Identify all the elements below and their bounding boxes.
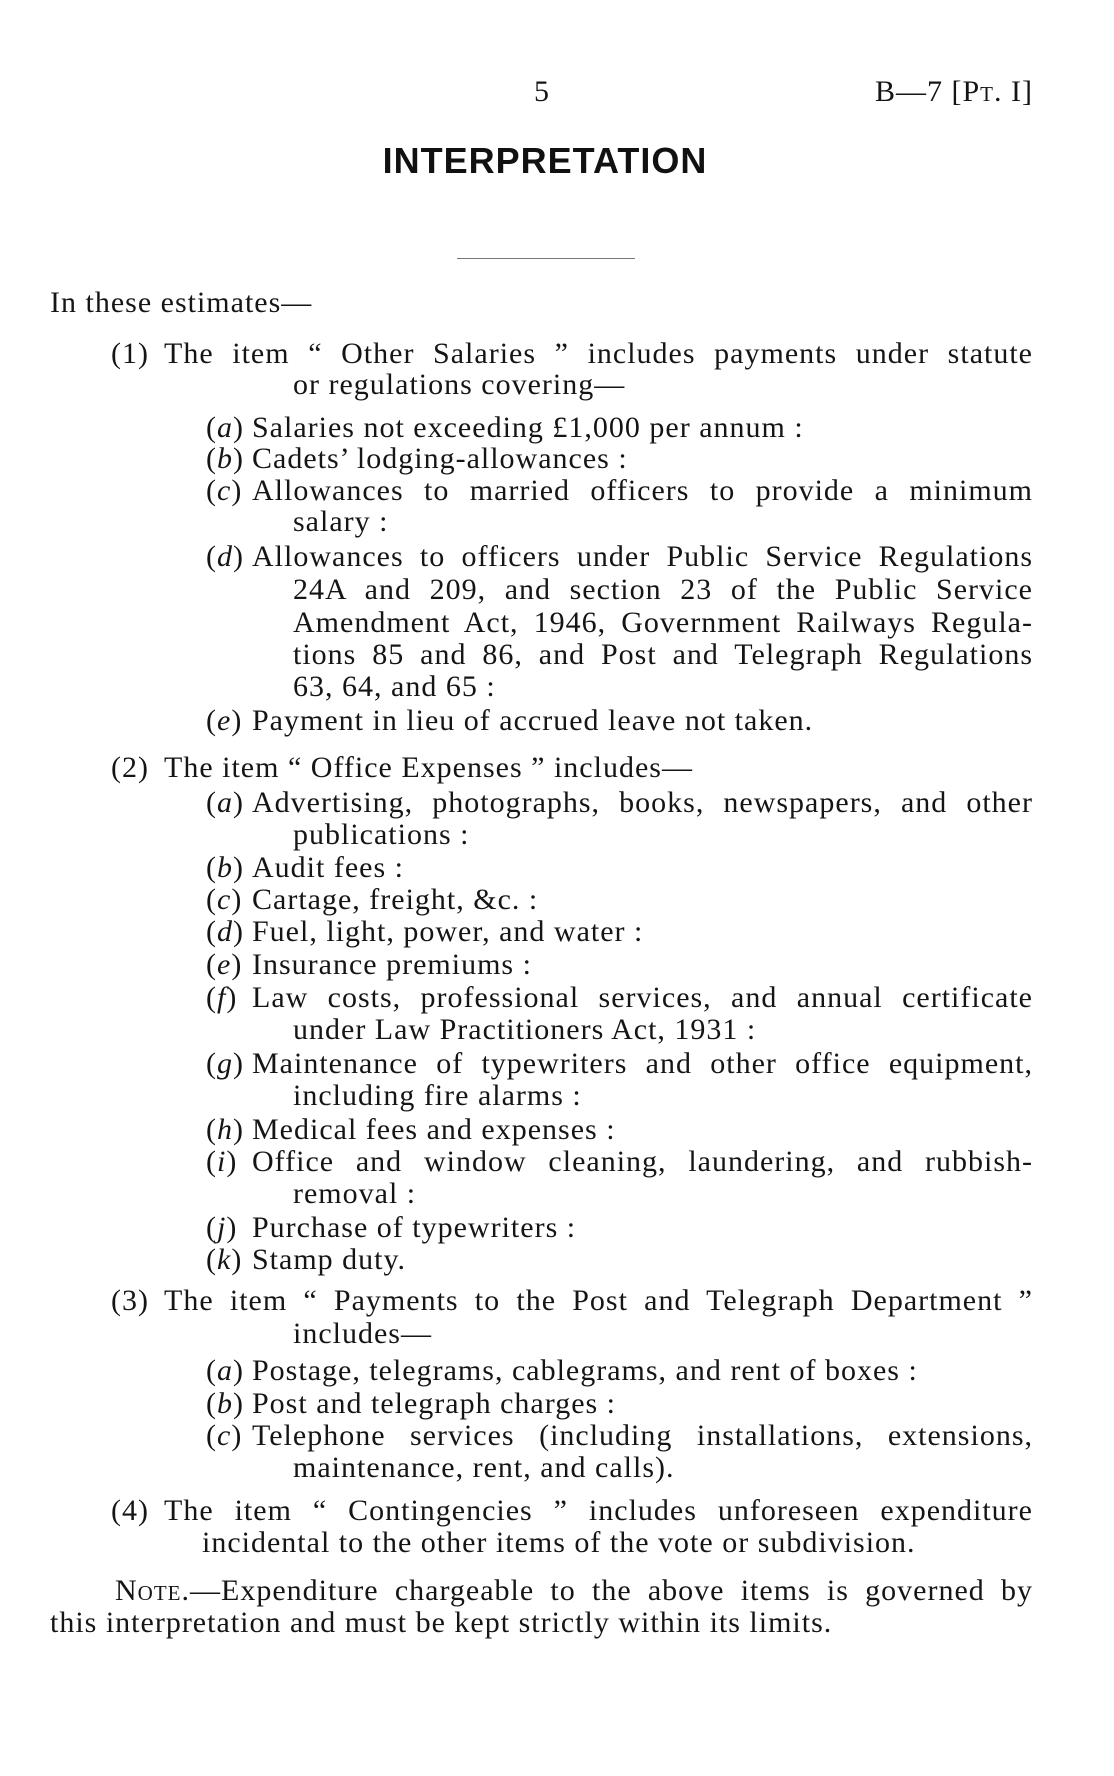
item-4-label: (4): [111, 1494, 149, 1527]
item-4-line: incidental to the other items of the vote or subdivision.: [202, 1526, 916, 1559]
item-2-label: (2): [111, 751, 149, 784]
item-3-label: (3): [111, 1284, 149, 1317]
subitem-1b-line: Cadets’ lodging-allowances :: [252, 442, 628, 475]
note-line: this interpretation and must be kept strictly within its limits.: [50, 1606, 833, 1639]
subitem-1a-label: (a): [206, 411, 244, 444]
subitem-1d-label: (d): [206, 540, 244, 573]
subitem-2h-line: Medical fees and expenses :: [252, 1113, 616, 1146]
subitem-3c-label: (c): [206, 1419, 243, 1452]
page-title: INTERPRETATION: [382, 140, 708, 181]
subitem-2c-label: (c): [206, 883, 243, 916]
subitem-1d-line: 24A and 209, and section 23 of the Public Service: [293, 573, 1033, 606]
item-2-line: The item “ Office Expenses ” includes—: [164, 751, 693, 784]
subitem-2e-label: (e): [206, 948, 243, 981]
subitem-3a-line: Postage, telegrams, cablegrams, and rent of boxes :: [252, 1354, 918, 1387]
subitem-2g-line: including fire alarms :: [293, 1079, 582, 1112]
item-3-line: The item “ Payments to the Post and Telegraph Department ”: [164, 1284, 1033, 1317]
document-reference: B—7 [Pt. I]: [875, 75, 1033, 108]
subitem-1a-line: Salaries not exceeding £1,000 per annum :: [252, 411, 804, 444]
subitem-1c-label: (c): [206, 474, 243, 507]
item-1-line: or regulations covering—: [293, 368, 626, 401]
subitem-1d-line: tions 85 and 86, and Post and Telegraph Regulations: [293, 638, 1033, 671]
note-text: —Expenditure chargeable to the above items is governed by: [190, 1574, 1033, 1607]
page-number: 5: [534, 75, 550, 108]
subitem-3c-line: Telephone services (including installations, extensions,: [252, 1419, 1033, 1452]
note-label: Note.: [115, 1574, 190, 1607]
item-4-line: The item “ Contingencies ” includes unforeseen expenditure: [164, 1494, 1033, 1527]
subitem-1c-line: Allowances to married officers to provide a minimum: [252, 474, 1033, 507]
subitem-2i-label: (i): [206, 1145, 238, 1178]
intro-text: In these estimates—: [50, 286, 313, 319]
subitem-1d-line: 63, 64, and 65 :: [293, 670, 496, 703]
title-divider: [457, 258, 635, 259]
subitem-2k-line: Stamp duty.: [252, 1243, 407, 1276]
subitem-2h-label: (h): [206, 1113, 244, 1146]
subitem-2g-label: (g): [206, 1047, 244, 1080]
subitem-2f-line: Law costs, professional services, and annual certificate: [252, 981, 1033, 1014]
subitem-2a-label: (a): [206, 786, 244, 819]
note-line: [115, 1574, 1033, 1608]
subitem-2f-line: under Law Practitioners Act, 1931 :: [293, 1013, 757, 1046]
subitem-2a-line: publications :: [293, 818, 470, 851]
item-1-label: (1): [111, 337, 149, 370]
subitem-2e-line: Insurance premiums :: [252, 948, 532, 981]
subitem-2g-line: Maintenance of typewriters and other office equipment,: [252, 1047, 1033, 1080]
subitem-3c-line: maintenance, rent, and calls).: [293, 1451, 675, 1484]
subitem-2j-label: (j): [206, 1211, 238, 1244]
subitem-3b-label: (b): [206, 1387, 244, 1420]
subitem-3a-label: (a): [206, 1354, 244, 1387]
item-3-line: includes—: [293, 1317, 432, 1350]
subitem-2d-label: (d): [206, 915, 244, 948]
subitem-1d-line: Allowances to officers under Public Service Regulations: [252, 540, 1033, 573]
subitem-2k-label: (k): [206, 1243, 243, 1276]
subitem-2c-line: Cartage, freight, &c. :: [252, 883, 539, 916]
subitem-2b-label: (b): [206, 851, 244, 884]
subitem-2i-line: removal :: [293, 1177, 417, 1210]
subitem-2a-line: Advertising, photographs, books, newspapers, and other: [252, 786, 1033, 819]
subitem-2j-line: Purchase of typewriters :: [252, 1211, 577, 1244]
item-1-line: The item “ Other Salaries ” includes payments under statute: [164, 337, 1033, 370]
subitem-1e-label: (e): [206, 704, 243, 737]
subitem-2i-line: Office and window cleaning, laundering, and rubbish-: [252, 1145, 1033, 1178]
subitem-3b-line: Post and telegraph charges :: [252, 1387, 617, 1420]
subitem-1e-line: Payment in lieu of accrued leave not taken.: [252, 704, 814, 737]
subitem-1d-line: Amendment Act, 1946, Government Railways Regula-: [293, 606, 1033, 639]
subitem-2b-line: Audit fees :: [252, 851, 404, 884]
subitem-1b-label: (b): [206, 442, 244, 475]
subitem-2f-label: (f): [206, 981, 238, 1014]
subitem-2d-line: Fuel, light, power, and water :: [252, 915, 644, 948]
subitem-1c-line: salary :: [293, 505, 389, 538]
